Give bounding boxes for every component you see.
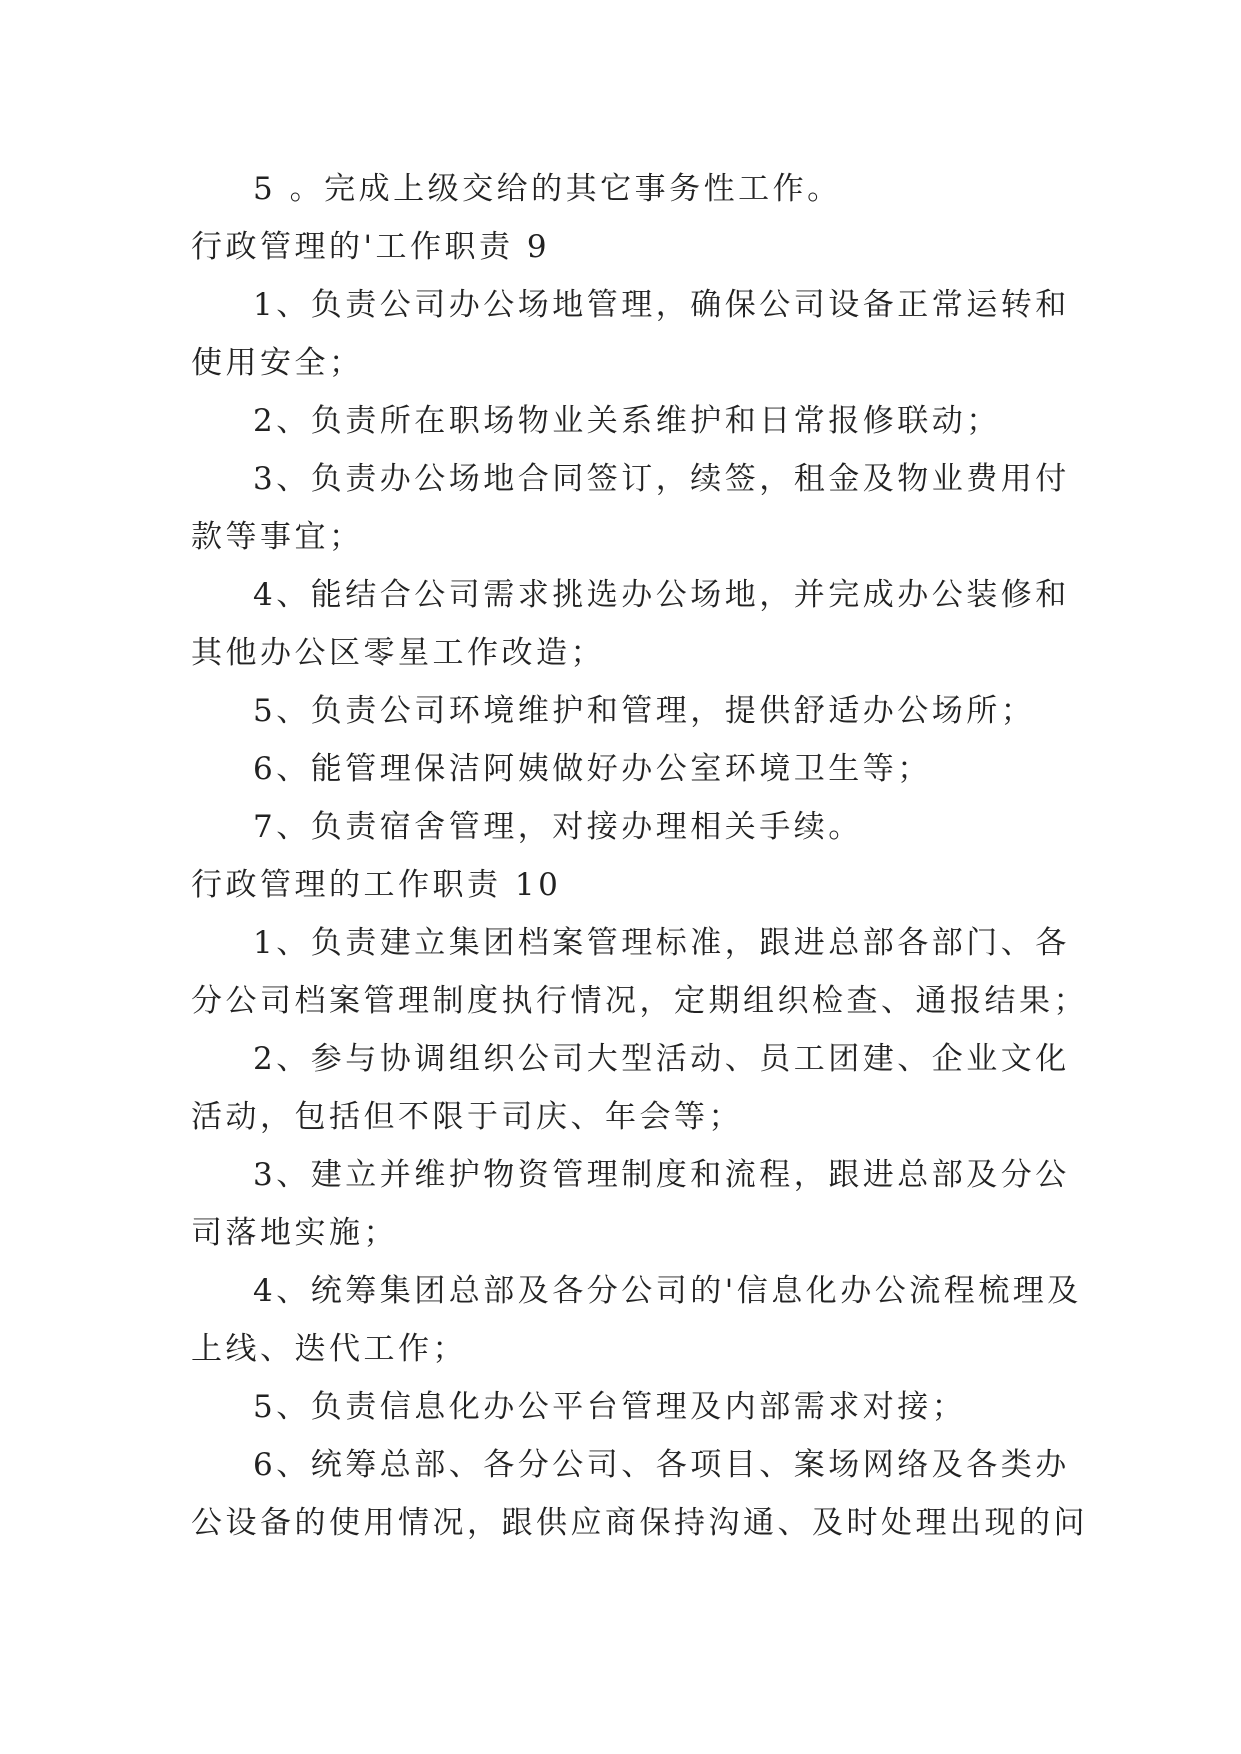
paragraph-line: 5、负责信息化办公平台管理及内部需求对接；: [253, 1389, 967, 1425]
paragraph-line: 5、负责公司环境维护和管理，提供舒适办公场所；: [253, 693, 1036, 729]
paragraph-line: 其他办公区零星工作改造；: [191, 635, 605, 671]
paragraph-line: 7、负责宿舍管理，对接办理相关手续。: [253, 809, 863, 845]
paragraph-line: 司落地实施；: [191, 1215, 398, 1251]
paragraph-line: 使用安全；: [191, 345, 364, 381]
document-body: [191, 160, 1088, 1552]
paragraph-line: 2、参与协调组织公司大型活动、员工团建、企业文化: [253, 1041, 1070, 1077]
paragraph-line: 2、负责所在职场物业关系维护和日常报修联动；: [253, 403, 1001, 439]
paragraph-line: 3、建立并维护物资管理制度和流程，跟进总部及分公: [253, 1157, 1070, 1193]
paragraph-line: 活动，包括但不限于司庆、年会等；: [191, 1099, 743, 1135]
paragraph-line: 4、能结合公司需求挑选办公场地，并完成办公装修和: [253, 577, 1070, 613]
section-heading: 行政管理的'工作职责 9: [191, 229, 551, 265]
paragraph-line: 1、负责公司办公场地管理，确保公司设备正常运转和: [253, 287, 1070, 323]
paragraph-line: 3、负责办公场地合同签订，续签，租金及物业费用付: [253, 461, 1070, 497]
paragraph-line: 公设备的使用情况，跟供应商保持沟通、及时处理出现的问: [191, 1505, 1088, 1541]
paragraph-line: 1、负责建立集团档案管理标准，跟进总部各部门、各: [253, 925, 1070, 961]
paragraph-line: 分公司档案管理制度执行情况，定期组织检查、通报结果；: [191, 983, 1088, 1019]
paragraph-line: 5 。完成上级交给的其它事务性工作。: [253, 171, 842, 207]
paragraph-line: 款等事宜；: [191, 519, 364, 555]
section-heading: 行政管理的工作职责 10: [191, 867, 562, 903]
paragraph-line: 6、统筹总部、各分公司、各项目、案场网络及各类办: [253, 1447, 1070, 1483]
paragraph-line: 6、能管理保洁阿姨做好办公室环境卫生等；: [253, 751, 932, 787]
paragraph-line: 上线、迭代工作；: [191, 1331, 467, 1367]
paragraph-line: 4、统筹集团总部及各分公司的'信息化办公流程梳理及: [253, 1273, 1082, 1309]
